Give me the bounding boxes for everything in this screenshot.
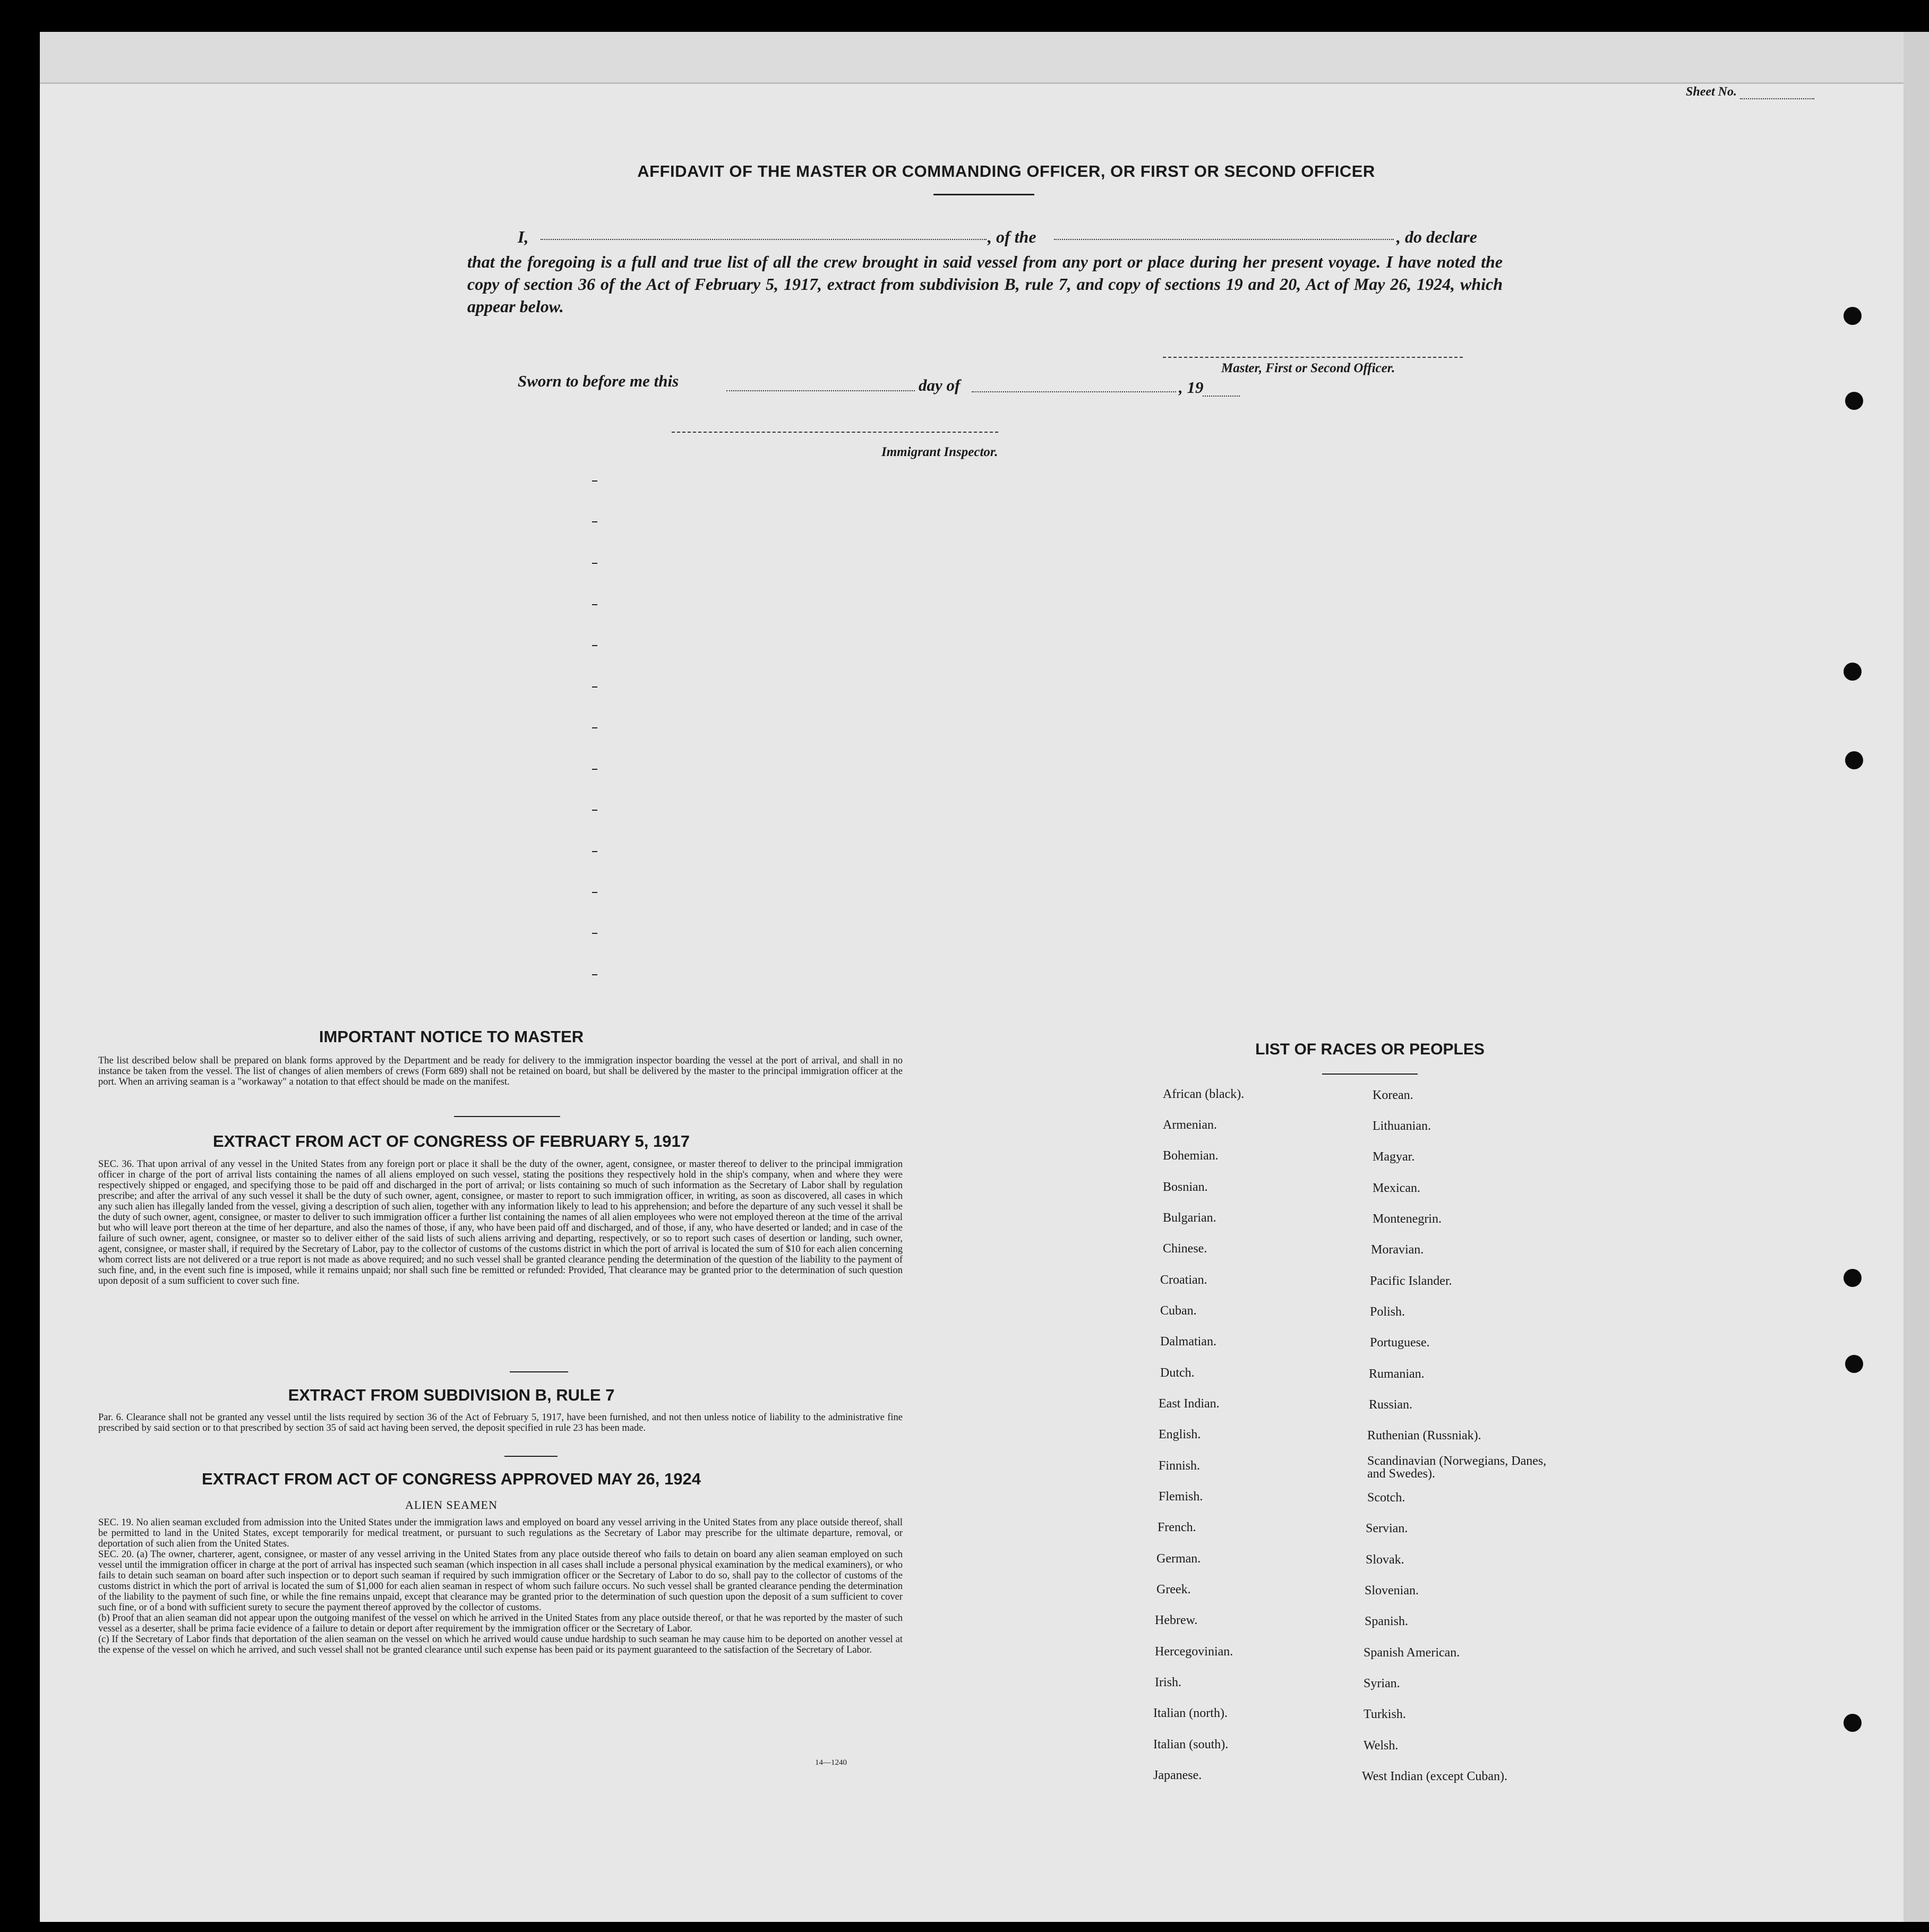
margin-tick <box>592 892 597 893</box>
race-right-15: Servian. <box>1366 1522 1408 1535</box>
vessel-name-field[interactable] <box>1054 239 1394 240</box>
race-left-15: French. <box>1158 1521 1196 1534</box>
right-page-edge <box>1904 32 1929 1922</box>
race-right-4: Mexican. <box>1373 1181 1420 1195</box>
race-right-21: Turkish. <box>1364 1707 1406 1721</box>
race-left-1: African (black). <box>1163 1087 1245 1101</box>
title-underline <box>933 194 1034 195</box>
race-right-20: Syrian. <box>1364 1677 1400 1690</box>
section-divider <box>454 1116 560 1117</box>
rule7-text: Par. 6. Clearance shall not be granted any vessel until the lists required by section 36 of the Act of February 5, 1917, have been furnished, and not then unless notice of liability to the administrative fine prescribed by said section or to that prescribed by section 35 of said act having been served, the deposit specified in rule 23 has been made. <box>98 1412 903 1433</box>
race-left-10: Dutch. <box>1160 1366 1195 1380</box>
race-right-1: Korean. <box>1373 1088 1413 1102</box>
race-left-20: Irish. <box>1155 1676 1181 1689</box>
margin-tick <box>592 933 597 934</box>
margin-tick <box>592 974 597 975</box>
race-left-23: Japanese. <box>1153 1768 1202 1782</box>
affidavit-i-label: I, <box>518 227 529 246</box>
section-divider <box>504 1456 558 1457</box>
race-left-22: Italian (south). <box>1153 1738 1229 1751</box>
binder-hole-icon <box>1844 307 1862 325</box>
race-right-8: Polish. <box>1370 1305 1405 1319</box>
race-left-3: Bohemian. <box>1163 1149 1219 1163</box>
race-right-2: Lithuanian. <box>1373 1119 1431 1133</box>
margin-tick <box>592 563 597 564</box>
race-right-13: Scandinavian (Norwegians, Danes, and Swedes). <box>1367 1454 1547 1481</box>
race-right-23: West Indian (except Cuban). <box>1362 1770 1507 1783</box>
race-left-12: English. <box>1159 1428 1201 1441</box>
race-left-21: Italian (north). <box>1153 1706 1228 1720</box>
inspector-label: Immigrant Inspector. <box>881 445 998 459</box>
notice-text: The list described below shall be prepared on blank forms approved by the Department and be ready for delivery to the immigration inspector boarding the vessel at the port of arrival, and shall in no instance be taken from the vessel. The list of changes of alien members of crews (Form 689) shall not be retained on board, but shall be delivered by the master to the principal immigration officer at the port. When an arriving seaman is a "workaway" a notation to that effect should be made on the manifest. <box>98 1055 903 1087</box>
race-right-12: Ruthenian (Russniak). <box>1367 1429 1481 1442</box>
race-left-4: Bosnian. <box>1163 1180 1208 1194</box>
act-1924-title: EXTRACT FROM ACT OF CONGRESS APPROVED MAY 26, 1924 <box>202 1470 701 1488</box>
race-left-18: Hebrew. <box>1155 1613 1198 1627</box>
margin-tick <box>592 480 597 482</box>
margin-tick <box>592 521 597 522</box>
binder-hole-icon <box>1845 1355 1863 1373</box>
race-left-19: Hercegovinian. <box>1155 1645 1233 1659</box>
sec-20c-text: (c) If the Secretary of Labor finds that deportation of the alien seaman on the vessel on which he arrived would cause undue hardship to such seaman he may cause him to be deported on another vessel at the expense of the vessel on which he arrived, and such vessel shall not be granted clearance until such expense has been paid or its payment guaranteed to the satisfaction of the Secretary of Labor. <box>98 1634 903 1655</box>
binder-hole-icon <box>1844 1714 1862 1732</box>
binder-hole-icon <box>1845 751 1863 769</box>
inspector-signature-field[interactable] <box>672 432 998 433</box>
master-signature-label: Master, First or Second Officer. <box>1221 361 1395 375</box>
race-right-11: Russian. <box>1369 1398 1413 1412</box>
officer-name-field[interactable] <box>541 239 987 240</box>
race-right-17: Slovenian. <box>1365 1584 1419 1598</box>
race-right-6: Moravian. <box>1371 1243 1424 1257</box>
sec-19-text: SEC. 19. No alien seaman excluded from admission into the United States under the immigration laws and employed on board any vessel arriving in the United States from any place outside thereof, shall be permitted to land in the United States, except temporarily for medical treatment, or pursuant to such regulations as the Secretary of Labor may prescribe for the ultimate departure, removal, or deportation of such alien from the United States. <box>98 1517 903 1549</box>
race-right-19: Spanish American. <box>1364 1646 1460 1660</box>
race-right-22: Welsh. <box>1364 1739 1399 1753</box>
races-title-underline <box>1322 1074 1418 1075</box>
form-number: 14—1240 <box>815 1758 847 1767</box>
race-right-7: Pacific Islander. <box>1370 1274 1452 1288</box>
of-the-label: , of the <box>988 227 1036 246</box>
sec-20b-text: (b) Proof that an alien seaman did not appear upon the outgoing manifest of the vessel on which he arrived in the United States from any place outside thereof, or that he was reported by the master of such vessel as a deserter, shall be prima facie evidence of a failure to detain or deport after requirement by the immigration officer or the Secretary of Labor. <box>98 1613 903 1634</box>
race-left-9: Dalmatian. <box>1160 1335 1216 1349</box>
race-right-3: Magyar. <box>1373 1150 1415 1164</box>
sheet-number-label <box>1686 85 1814 99</box>
margin-tick <box>592 686 597 688</box>
day-of-label: day of <box>919 376 961 394</box>
race-right-5: Montenegrin. <box>1373 1212 1442 1226</box>
race-left-16: German. <box>1156 1552 1201 1566</box>
sec-20a-text: SEC. 20. (a) The owner, charterer, agent, consignee, or master of any vessel arriving in the United States from any place outside thereof who fails to detain on board any alien seaman employed on such vessel until the immigration officer in charge at the port of arrival has inspected such seaman (which inspection in all cases shall include a personal physical examination by the medical examiners), or who fails to detain such seaman on board after such inspection or to deport such seaman if required by such immigration officer or the Secretary of Labor to do so, shall pay to the collector of customs of the customs district in which the port of arrival is located the sum of $1,000 for each alien seaman in respect of whom such failure occurs. No such vessel shall be granted clearance pending the determination of the liability to the payment of such fine, or while the fine remains unpaid, except that clearance may be granted prior to the determination of such question upon the deposit of a sum sufficient to cover such fine, or of a bond with sufficient surety to secure the payment thereof approved by the collector of customs. <box>98 1549 903 1613</box>
master-signature-field[interactable] <box>1163 357 1463 358</box>
race-left-8: Cuban. <box>1160 1304 1197 1318</box>
section-divider <box>510 1371 568 1372</box>
act-1924-body <box>98 1517 903 1655</box>
race-left-7: Croatian. <box>1160 1273 1207 1287</box>
top-edge-strip <box>40 32 1904 84</box>
sworn-year-field[interactable] <box>1203 396 1240 397</box>
race-right-14: Scotch. <box>1367 1491 1405 1505</box>
race-left-17: Greek. <box>1156 1583 1191 1596</box>
act-1924-subtitle: ALIEN SEAMEN <box>405 1498 498 1512</box>
margin-tick <box>592 604 597 605</box>
race-left-13: Finnish. <box>1159 1459 1201 1473</box>
race-right-9: Portuguese. <box>1370 1336 1430 1350</box>
sworn-month-field[interactable] <box>972 391 1176 392</box>
margin-tick <box>592 810 597 811</box>
rule7-title: EXTRACT FROM SUBDIVISION B, RULE 7 <box>288 1386 615 1404</box>
binder-hole-icon <box>1845 392 1863 410</box>
affidavit-text: that the foregoing is a full and true list of all the crew brought in said vessel from any port or place during her present voyage. I have noted the copy of section 36 of the Act of February 5, 1917, extract from subdivision B, rule 7, and copy of sections 19 and 20, Act of May 26, 1924, which appear below. <box>467 252 1503 316</box>
race-left-14: Flemish. <box>1159 1490 1203 1504</box>
race-left-6: Chinese. <box>1163 1242 1207 1256</box>
margin-tick <box>592 645 597 646</box>
margin-tick <box>592 769 597 770</box>
act-1917-text: SEC. 36. That upon arrival of any vessel in the United States from any foreign port or place it shall be the duty of the owner, agent, consignee, or master thereof to deliver to the principal immigration officer in charge of the port of arrival lists containing the names of all aliens employed on such vessel, stating the positions they respectively hold in the ship's company, when and where they were respectively shipped or engaged, and specifying those to be paid off and discharged in the port of arrival; or lists containing so much of such information as the Secretary of Labor shall by regulation prescribe; and after the arrival of any such vessel it shall be the duty of such owner, agent, consignee, or master to report to such immigration officer, in writing, as soon as discovered, all cases in which any such alien has illegally landed from the vessel, giving a description of such alien, together with any information likely to lead to his apprehension; and before the departure of any such vessel it shall be the duty of such owner, agent, consignee, or master to deliver to such immigration officer a further list containing the names of all alien employees who were not employed thereon at the time of the arrival but who will leave port thereon at the time of her departure, and also the names of those, if any, who have been paid off and discharged, and of those, if any, who have deserted or landed; and in case of the failure of such owner, agent, consignee, or master so to deliver either of the said lists of such aliens arriving and departing, respectively, or so to report such cases of desertion or landing, such owner, agent, consignee, or master shall, if required by the Secretary of Labor, pay to the collector of customs of the customs district in which the port of arrival is located the sum of $10 for each alien concerning whom correct lists are not delivered or a true report is not made as above required; and no such vessel shall be granted clearance pending the determination of the question of the liability to the payment of such fine, and, in the event such fine is imposed, while it remains unpaid; nor shall such fine be remitted or refunded: Provided, That clearance may be granted prior to the determination of such question upon deposit of a sum sufficient to cover such fine. <box>98 1159 903 1286</box>
race-right-16: Slovak. <box>1366 1553 1404 1567</box>
race-left-11: East Indian. <box>1159 1397 1220 1411</box>
binder-hole-icon <box>1844 1269 1862 1287</box>
year-label: , 19 <box>1179 378 1204 397</box>
sworn-day-field[interactable] <box>726 390 915 391</box>
race-left-5: Bulgarian. <box>1163 1211 1216 1225</box>
race-right-18: Spanish. <box>1365 1615 1409 1628</box>
act-1917-title: EXTRACT FROM ACT OF CONGRESS OF FEBRUARY 5, 1917 <box>213 1132 690 1150</box>
race-right-10: Rumanian. <box>1369 1367 1425 1381</box>
margin-tick <box>592 727 597 728</box>
do-declare-label: , do declare <box>1396 227 1477 246</box>
sheet-no-text: Sheet No. <box>1686 85 1737 99</box>
affidavit-title: AFFIDAVIT OF THE MASTER OR COMMANDING OFFICER, OR FIRST OR SECOND OFFICER <box>637 162 1375 181</box>
sworn-label: Sworn to before me this <box>518 372 679 390</box>
race-left-2: Armenian. <box>1163 1118 1217 1132</box>
margin-tick <box>592 851 597 852</box>
races-title: LIST OF RACES OR PEOPLES <box>1255 1041 1485 1058</box>
notice-title: IMPORTANT NOTICE TO MASTER <box>319 1027 584 1046</box>
binder-hole-icon <box>1844 663 1862 681</box>
